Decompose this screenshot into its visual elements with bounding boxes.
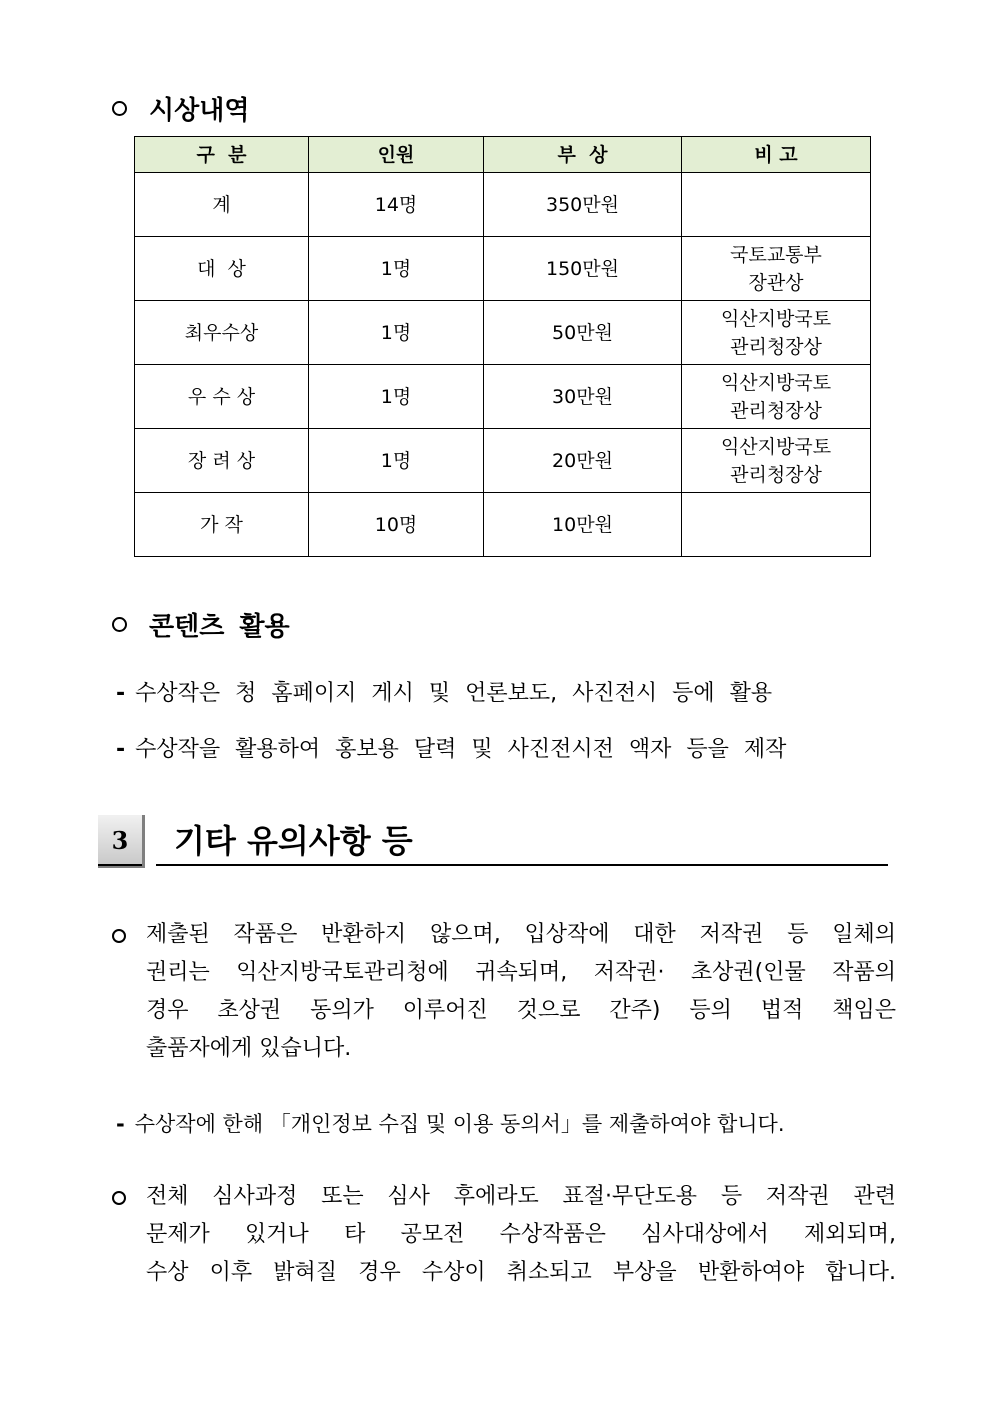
notice-paragraph-2 [112, 1178, 896, 1292]
bullet-circle-icon [112, 617, 127, 632]
table-row [135, 173, 871, 237]
paragraph-line: 제출된 작품은 반환하지 않으며, 입상작에 대한 저작권 등 일체의 [146, 922, 896, 947]
cell-category: 가 작 [135, 493, 309, 557]
table-header-row [135, 137, 871, 173]
cell-prize: 20만원 [484, 429, 682, 493]
cell-prize: 30만원 [484, 365, 682, 429]
section-title: 기타 유의사항 등 [174, 822, 413, 860]
paragraph-line: 수상 이후 밝혀질 경우 수상이 취소되고 부상을 반환하여야 합니다. [146, 1260, 896, 1285]
table-row [135, 237, 871, 301]
cell-note [682, 173, 871, 237]
awards-heading [112, 90, 249, 127]
bullet-circle-icon [112, 101, 127, 116]
dash-bullet: - [116, 681, 126, 706]
note-line: 관리청장상 [730, 463, 822, 486]
note-line: 국토교통부 [730, 243, 822, 266]
note-line: 장관상 [748, 271, 804, 294]
col-header-note: 비 고 [682, 137, 871, 173]
note-line: 익산지방국토 [720, 435, 832, 458]
col-header-category: 구 분 [135, 137, 309, 173]
cell-note [682, 365, 871, 429]
list-item [116, 1108, 785, 1138]
cell-note [682, 237, 871, 301]
cell-count: 1명 [309, 429, 484, 493]
cell-category: 최우수상 [135, 301, 309, 365]
section-rule-left [98, 864, 142, 866]
cell-count: 1명 [309, 237, 484, 301]
contents-heading [112, 606, 290, 643]
note-line: 관리청장상 [730, 335, 822, 358]
section-number-badge [98, 815, 145, 868]
list-item-text: 수상작은 청 홈페이지 게시 및 언론보도, 사진전시 등에 활용 [135, 681, 773, 706]
cell-prize: 50만원 [484, 301, 682, 365]
cell-note [682, 493, 871, 557]
awards-heading-text: 시상내역 [149, 96, 250, 126]
paragraph-line: 권리는 익산지방국토관리청에 귀속되며, 저작권· 초상권(인물 작품의 [146, 960, 896, 985]
section-number: 3 [111, 825, 129, 855]
col-header-prize: 부 상 [484, 137, 682, 173]
cell-category: 계 [135, 173, 309, 237]
table-row [135, 365, 871, 429]
table-row [135, 429, 871, 493]
cell-prize: 350만원 [484, 173, 682, 237]
paragraph-line: 출품자에게 있습니다. [146, 1036, 352, 1061]
list-item [116, 732, 786, 763]
cell-category: 우 수 상 [135, 365, 309, 429]
contents-heading-text: 콘텐츠 활용 [149, 612, 290, 642]
paragraph-line: 전체 심사과정 또는 심사 후에라도 표절·무단도용 등 저작권 관련 [146, 1184, 896, 1209]
cell-prize: 10만원 [484, 493, 682, 557]
cell-count: 1명 [309, 365, 484, 429]
bullet-circle-icon [112, 929, 126, 943]
list-item-text: 수상작에 한해 「개인정보 수집 및 이용 동의서」를 제출하여야 합니다. [134, 1112, 785, 1136]
cell-note [682, 301, 871, 365]
note-line: 관리청장상 [730, 399, 822, 422]
awards-table [134, 136, 871, 557]
paragraph-line: 경우 초상권 동의가 이루어진 것으로 간주) 등의 법적 책임은 [146, 998, 896, 1023]
note-line: 익산지방국토 [720, 371, 832, 394]
cell-prize: 150만원 [484, 237, 682, 301]
note-line: 익산지방국토 [720, 307, 832, 330]
notice-paragraph-1 [112, 916, 896, 1068]
cell-count: 1명 [309, 301, 484, 365]
cell-category: 대 상 [135, 237, 309, 301]
cell-category: 장 려 상 [135, 429, 309, 493]
table-row [135, 301, 871, 365]
bullet-circle-icon [112, 1191, 126, 1205]
col-header-count: 인원 [309, 137, 484, 173]
list-item [116, 676, 772, 707]
cell-count: 14명 [309, 173, 484, 237]
paragraph-line: 문제가 있거나 타 공모전 수상작품은 심사대상에서 제외되며, [146, 1222, 896, 1247]
dash-bullet: - [116, 1112, 125, 1136]
list-item-text: 수상작을 활용하여 홍보용 달력 및 사진전시전 액자 등을 제작 [135, 737, 787, 762]
cell-note [682, 429, 871, 493]
cell-count: 10명 [309, 493, 484, 557]
dash-bullet: - [116, 737, 126, 762]
table-row [135, 493, 871, 557]
section-underline [156, 864, 888, 866]
